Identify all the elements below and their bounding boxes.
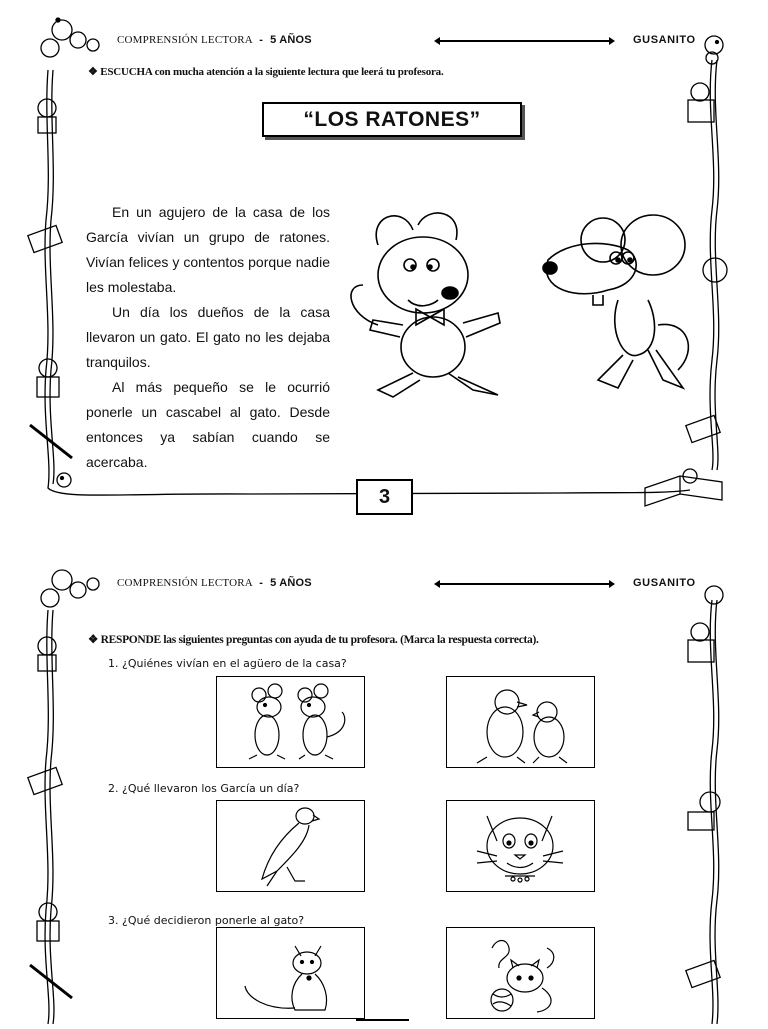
header-brand: GUSANITO [633, 577, 696, 589]
hawk-icon [217, 801, 364, 891]
answer-option-cat[interactable] [446, 800, 595, 892]
story-title: “LOS RATONES” [262, 102, 522, 137]
mice-pair-icon [217, 677, 364, 767]
question-text: ¿Qué decidieron ponerle al gato? [122, 914, 305, 927]
penguins-icon [447, 677, 594, 767]
header-dash: - [259, 34, 264, 46]
page-1-instruction [88, 65, 444, 78]
question-number: 3. [108, 914, 119, 927]
story-paragraph: Un día los dueños de la casa llevaron un gato. El gato no les dejaba tranquilos. [86, 304, 330, 370]
header-level-label: 5 AÑOS [270, 34, 312, 46]
mouse-with-bowtie-illustration [338, 205, 513, 405]
page-2-instruction [88, 632, 539, 646]
page-number: 3 [356, 479, 413, 515]
answer-option-cat-yarn[interactable] [446, 927, 595, 1019]
story-text [86, 200, 330, 475]
instruction-bullet-icon: ❖ [88, 66, 98, 78]
header-dash: - [259, 577, 264, 589]
instruction-bullet-icon: ❖ [88, 634, 99, 646]
story-paragraph: Al más pequeño se le ocurrió ponerle un cascabel al gato. Desde entonces ya sabían cuando se acercaba. [86, 379, 330, 470]
question-text: ¿Qué llevaron los García un día? [122, 782, 300, 795]
question-3 [108, 914, 304, 927]
story-paragraph: En un agujero de la casa de los García vivían un grupo de ratones. Vivían felices y contentos porque nadie les molestaba. [86, 204, 330, 295]
question-text: ¿Quiénes vivían en el agüero de la casa? [122, 657, 347, 670]
page-2-number-box-partial [356, 1019, 409, 1029]
cat-sitting-icon [217, 928, 364, 1018]
cat-face-icon [447, 801, 594, 891]
answer-option-penguins[interactable] [446, 676, 595, 768]
question-1 [108, 657, 347, 670]
question-number: 1. [108, 657, 119, 670]
cat-yarn-icon [447, 928, 594, 1018]
page-1-header-subject [117, 34, 312, 46]
answer-option-cat-sitting[interactable] [216, 927, 365, 1019]
answer-option-mice[interactable] [216, 676, 365, 768]
header-level-label: 5 AÑOS [270, 577, 312, 589]
page-2-header-subject [117, 577, 312, 589]
instruction-text: ESCUCHA con mucha atención a la siguiente lectura que leerá tu profesora. [100, 66, 444, 78]
header-subject-label: COMPRENSIÓN LECTORA [117, 34, 253, 46]
header-brand: GUSANITO [633, 34, 696, 46]
header-subject-label: COMPRENSIÓN LECTORA [117, 577, 253, 589]
header-arrow-line [437, 40, 612, 42]
answer-option-hawk[interactable] [216, 800, 365, 892]
question-number: 2. [108, 782, 119, 795]
instruction-text: RESPONDE las siguientes preguntas con ayuda de tu profesora. (Marca la respuesta correcta). [100, 634, 539, 646]
smiling-mouse-illustration [538, 210, 703, 400]
header-arrow-line [437, 583, 612, 585]
question-2 [108, 782, 299, 795]
